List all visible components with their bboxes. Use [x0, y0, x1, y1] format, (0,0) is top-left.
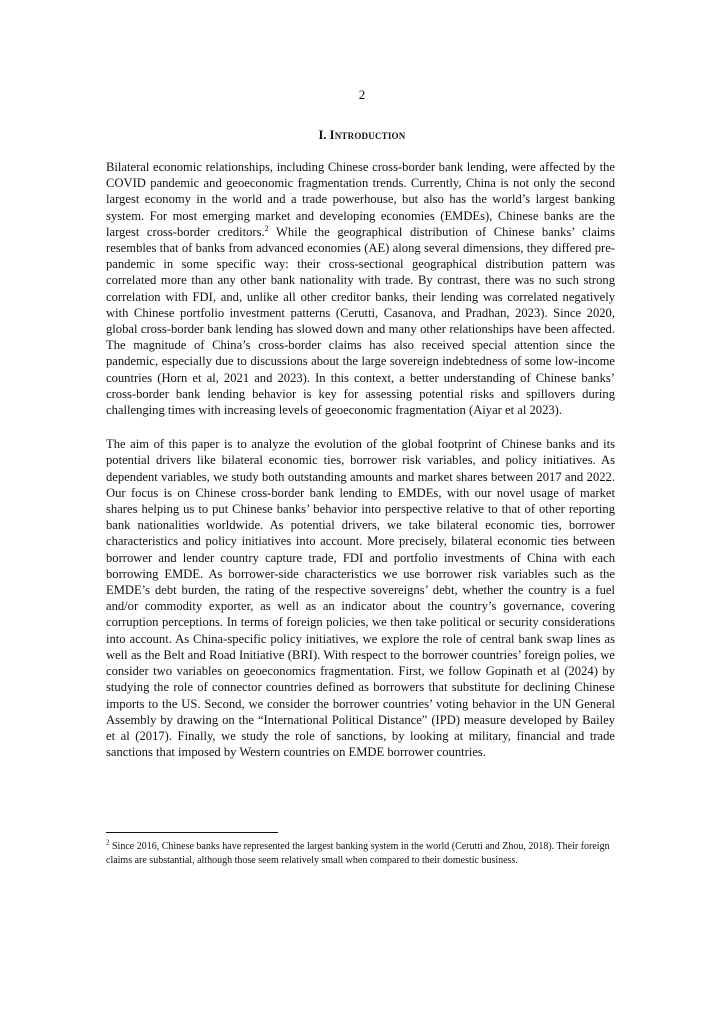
paragraph-1	[106, 159, 615, 418]
paragraph-1-text-after-note: While the geographical distribution of Chinese banks’ claims resembles that of banks from advanced economies (AE) along several dimensions, they differed pre-pandemic in some specific way: their cross-sectional geographical distribution pattern was correlated more than any other bank nationality with trade. By contrast, there was no such strong correlation with FDI, and, unlike all other creditor banks, their lending was correlated negatively with Chinese portfolio investment patterns (Cerutti, Casanova, and Pradhan, 2023). Since 2020, global cross-border bank lending has slowed down and many other relationships have been affected. The magnitude of China’s cross-border claims has also received special attention since the pandemic, especially due to discussions about the large sovereign indebtedness of some low-income countries (Horn et al, 2021 and 2023). In this context, a better understanding of Chinese banks’ cross-border bank lending behavior is key for assessing potential risks and spillovers during challenging times with increasing levels of geoeconomic fragmentation (Aiyar et al 2023).	[106, 224, 615, 418]
footnote-separator	[106, 832, 278, 833]
footnote-text: Since 2016, Chinese banks have represented the largest banking system in the world (Cerutti and Zhou, 2018). Their foreign claims are substantial, although those seem relatively small when compared to their domestic business.	[106, 841, 610, 866]
paragraph-2: The aim of this paper is to analyze the evolution of the global footprint of Chinese banks and its potential drivers like bilateral economic ties, borrower risk variables, and policy initiatives. As dependent variables, we study both outstanding amounts and market shares between 2017 and 2022. Our focus is on Chinese cross-border bank lending to EMDEs, with our novel usage of market shares helping us to put Chinese banks’ behavior into perspective relative to that of other reporting bank nationalities worldwide. As potential drivers, we take bilateral economic ties, borrower characteristics and policy initiatives into account. More precisely, bilateral economic ties between borrower and lender country capture trade, FDI and portfolio investments of China with each borrowing EMDE. As borrower-side characteristics we use borrower risk variables such as the EMDE’s debt burden, the rating of the respective sovereigns’ debt, whether the country is a fuel and/or commodity exporter, as well as an indicator about the country’s governance, covering corruption perceptions. In terms of foreign policies, we then take political or security considerations into account. As China-specific policy initiatives, we explore the role of central bank swap lines as well as the Belt and Road Initiative (BRI). With respect to the borrower countries’ foreign polies, we consider two variables on geoeconomics fragmentation. First, we follow Gopinath et al (2024) by studying the role of connector countries defined as borrowers that substitute for declining Chinese imports to the US. Second, we consider the borrower countries’ voting behavior in the UN General Assembly by drawing on the “International Political Distance” (IPD) measure developed by Bailey et al (2017). Finally, we study the role of sanctions, by looking at military, financial and trade sanctions that imposed by Western countries on EMDE borrower countries.	[106, 437, 615, 760]
footnote	[106, 840, 615, 867]
footnote-reference: 2	[264, 223, 269, 233]
footnote-mark: 2	[106, 838, 110, 847]
section-heading	[0, 128, 724, 143]
page-number: 2	[358, 87, 366, 102]
body-text	[106, 159, 615, 778]
paragraph-1-text-before-note: Bilateral economic relationships, including Chinese cross-border bank lending, were affected by the COVID pandemic and geoeconomic fragmentation trends. Currently, China is not only the second largest economy in the world and a trade powerhouse, but also has the world’s largest banking system. For most emerging market and developing economies (EMDEs), Chinese banks are the largest cross-border creditors.	[106, 160, 615, 239]
section-numeral: I.	[318, 128, 327, 142]
section-title: Introduction	[329, 128, 406, 142]
